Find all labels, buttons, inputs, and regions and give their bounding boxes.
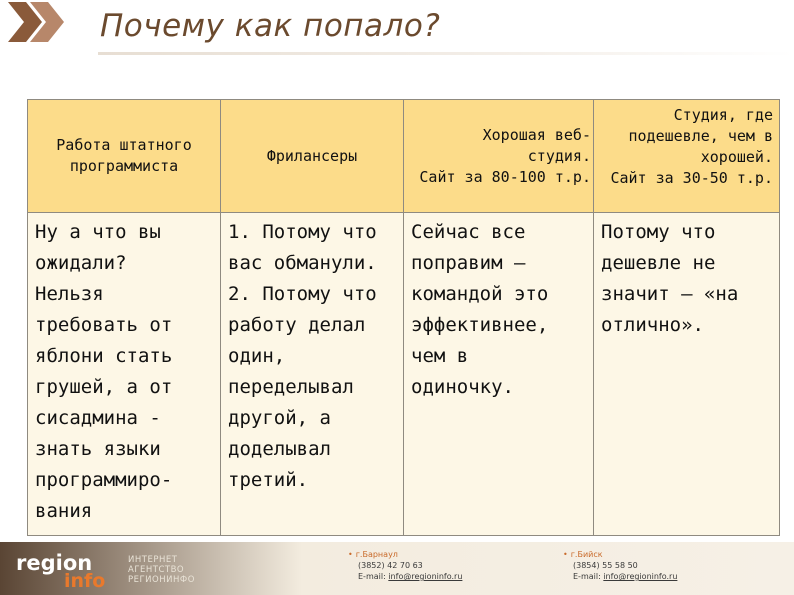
cell-staff-programmer: Ну а что вы ожидали? Нельзя требовать от яблони стать грушей, а от сисадмина - знать языки программиро- вания [28,213,221,536]
bullet-icon: • [348,550,353,559]
contact-barnaul [348,549,462,582]
contact-phone: (3852) 42 70 63 [358,561,423,570]
cell-freelancers: 1. Потому что вас обманули. 2. Потому что работу делал один, переделывал другой, а доделывал третий. [221,213,404,536]
contact-email-link[interactable]: info@regioninfo.ru [603,572,678,581]
logo-text-region: region [16,551,93,575]
comparison-table [27,99,780,536]
table-header-row [28,100,780,213]
contact-phone: (3854) 55 58 50 [573,561,638,570]
table-row [28,213,780,536]
contact-city: г.Бийск [570,550,603,559]
title-divider [98,52,794,55]
cell-good-studio: Сейчас все поправим — командой это эффективнее, чем в одиночку. [404,213,594,536]
bullet-icon: • [563,550,568,559]
contact-city: г.Барнаул [355,550,398,559]
regioninfo-logo [14,550,124,590]
agency-name: ИНТЕРНЕТ АГЕНТСТВО РЕГИОНИНФО [128,555,195,585]
contact-biysk [563,549,677,582]
email-label: E-mail: [573,572,601,581]
header-cheap-studio: Студия, где подешевле, чем в хорошей. Сайт за 30-50 т.р. [594,100,780,213]
header-freelancers: Фрилансеры [221,100,404,213]
slide-title: Почему как попало? [100,8,441,44]
double-chevron-icon [0,0,72,44]
cell-cheap-studio: Потому что дешевле не значит — «на отлично». [594,213,780,536]
header-good-studio: Хорошая веб- студия. Сайт за 80-100 т.р. [404,100,594,213]
email-label: E-mail: [358,572,386,581]
header-staff-programmer: Работа штатного программиста [28,100,221,213]
contact-email-link[interactable]: info@regioninfo.ru [388,572,463,581]
logo-text-info: info [64,570,106,590]
